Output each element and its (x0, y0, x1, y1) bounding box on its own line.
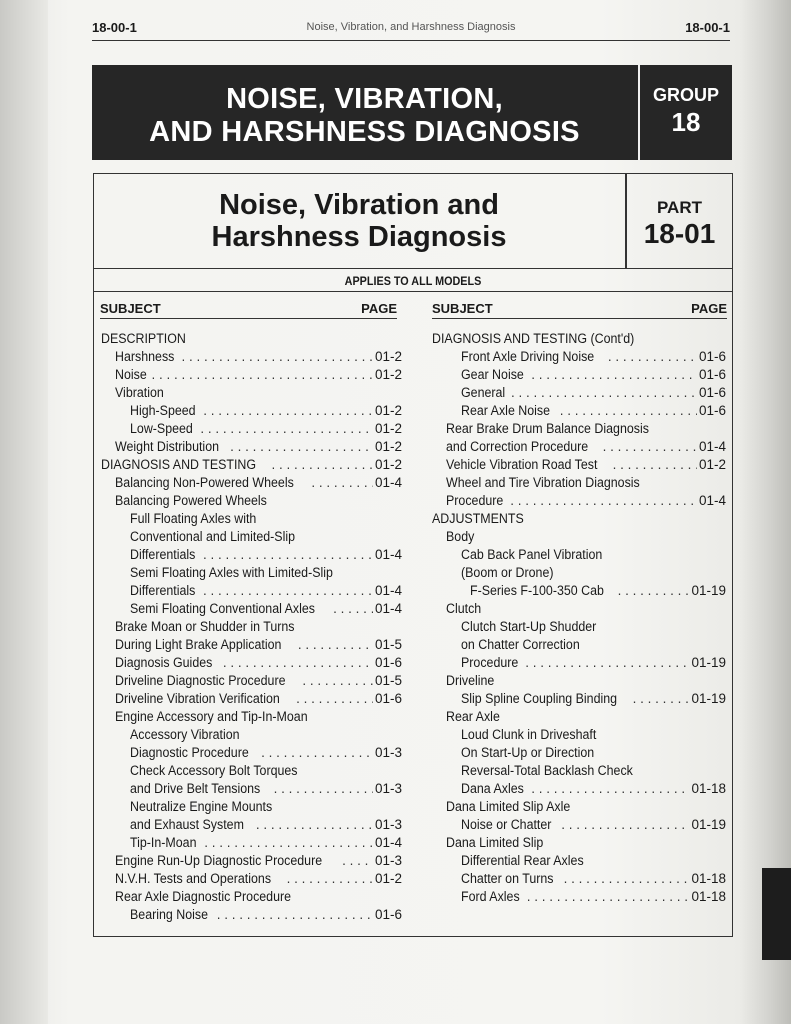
toc-entry-title (130, 402, 201, 420)
toc-entry-title (446, 420, 667, 438)
toc-entry (101, 366, 402, 384)
toc-entry-page: 01-2 (374, 421, 402, 436)
group-title-line1: NOISE, VIBRATION, (226, 83, 503, 115)
toc-entry-title (130, 906, 215, 924)
page-number-left: 18-00-1 (92, 20, 137, 35)
toc-entry (101, 798, 402, 816)
toc-entry-title (130, 564, 351, 582)
toc-leader-dots (223, 654, 373, 672)
toc-entry-page: 01-19 (691, 817, 726, 832)
toc-entry-title (461, 384, 509, 402)
toc-entry-title (461, 870, 562, 888)
running-head (92, 18, 730, 41)
toc-entry (101, 744, 402, 762)
toc-entry (101, 726, 402, 744)
toc-leader-dots (256, 816, 373, 834)
toc-leader-dots (510, 492, 697, 510)
toc-entry (432, 546, 726, 564)
group-title (92, 83, 637, 149)
toc-entry-title (470, 582, 616, 600)
toc-leader-dots (203, 546, 373, 564)
toc-entry (101, 906, 402, 924)
toc-entry-title (115, 870, 285, 888)
toc-leader-dots (204, 834, 373, 852)
toc-entry-title (461, 546, 615, 564)
toc-entry (101, 816, 402, 834)
toc-entry (101, 780, 402, 798)
toc-entry-page: 01-6 (698, 403, 726, 418)
part-label: PART (656, 198, 702, 217)
toc-entry-text: Check Accessory Bolt Torques (130, 763, 298, 778)
toc-leader-dots (217, 906, 373, 924)
toc-entry (432, 690, 726, 708)
toc-entry-page: 01-3 (374, 781, 402, 796)
toc-entry (432, 636, 726, 654)
toc-entry-text: Differentials (130, 547, 196, 562)
toc-leader-dots (564, 870, 690, 888)
toc-entry-text: Brake Moan or Shudder in Turns (115, 619, 295, 634)
toc-entry-title (446, 438, 601, 456)
toc-entry-text: High-Speed (130, 403, 196, 418)
toc-entry-title (130, 600, 331, 618)
toc-entry-text: Slip Spline Coupling Binding (461, 691, 618, 706)
toc-entry-title (461, 402, 558, 420)
toc-entry-title (461, 726, 608, 744)
toc-leader-dots (633, 690, 690, 708)
toc-entry-page: 01-6 (374, 907, 402, 922)
toc-entry-text: Dana Limited Slip (446, 835, 544, 850)
group-label: GROUP (652, 85, 719, 105)
toc-entry-text: Harshness (115, 349, 175, 364)
page-number-right: 18-00-1 (685, 20, 730, 35)
toc-entry-text: Rear Axle (446, 709, 500, 724)
toc-entry-page: 01-4 (374, 547, 402, 562)
toc-entry (432, 600, 726, 618)
toc-entry-page: 01-2 (374, 367, 402, 382)
toc-entry-title (115, 654, 221, 672)
toc-entry-title (130, 726, 249, 744)
toc-entry (432, 402, 726, 420)
toc-entry (432, 474, 726, 492)
toc-entry-title (101, 456, 270, 474)
toc-entry (432, 618, 726, 636)
toc-entry (101, 528, 402, 546)
toc-leader-dots (274, 780, 373, 798)
toc-entry (432, 456, 726, 474)
group-title-line2: AND HARSHNESS DIAGNOSIS (149, 116, 580, 148)
toc-entry-page: 01-19 (691, 655, 726, 670)
toc-entry-page: 01-4 (374, 583, 402, 598)
toc-entry-text: DIAGNOSIS AND TESTING (Cont'd) (432, 331, 635, 346)
toc-entry (432, 888, 726, 906)
toc-entry-text: Rear Axle Diagnostic Procedure (115, 889, 292, 904)
toc-entry-page: 01-19 (691, 583, 726, 598)
toc-entry-text: Cab Back Panel Vibration (461, 547, 603, 562)
toc-entry (432, 384, 726, 402)
toc-entry-text: Vibration (115, 385, 164, 400)
toc-entry-text: and Drive Belt Tensions (130, 781, 261, 796)
toc-entry-title (130, 420, 198, 438)
toc-entry-title (115, 888, 306, 906)
toc-entry-text: on Chatter Correction (461, 637, 580, 652)
subject-header: SUBJECT (432, 301, 493, 316)
toc-entry-text: Tip-In-Moan (130, 835, 197, 850)
toc-entry (101, 474, 402, 492)
toc-entry (432, 654, 726, 672)
page-header: PAGE (691, 301, 727, 316)
toc-entry-page: 01-5 (374, 637, 402, 652)
toc-entry-text: Bearing Noise (130, 907, 209, 922)
toc-entry-page: 01-3 (374, 817, 402, 832)
toc-entry-title (461, 654, 523, 672)
toc-entry-title (446, 708, 505, 726)
toc-entry-text: Weight Distribution (115, 439, 220, 454)
part-contents-box (93, 173, 733, 937)
toc-entry-text: Balancing Non-Powered Wheels (115, 475, 294, 490)
toc-entry-text: Gear Noise (461, 367, 524, 382)
toc-entry-page: 01-4 (698, 439, 726, 454)
toc-entry (432, 582, 726, 600)
toc-entry-title (461, 564, 562, 582)
group-box (640, 65, 732, 160)
toc-entry (432, 420, 726, 438)
toc-entry-text: Differential Rear Axles (461, 853, 584, 868)
toc-entry-title (130, 798, 285, 816)
toc-entry-title (432, 510, 532, 528)
toc-leader-dots (511, 384, 697, 402)
toc-entry (432, 438, 726, 456)
toc-entry-page: 01-6 (698, 349, 726, 364)
toc-leader-dots (200, 420, 373, 438)
toc-entry-page: 01-18 (691, 871, 726, 886)
toc-entry (432, 492, 726, 510)
toc-entry-text: DESCRIPTION (101, 331, 186, 346)
toc-entry (432, 330, 726, 348)
toc-entry-page: 01-4 (374, 601, 402, 616)
toc-entry (101, 582, 402, 600)
toc-entry-page: 01-18 (691, 889, 726, 904)
toc-entry (432, 564, 726, 582)
toc-entry (101, 510, 402, 528)
toc-leader-dots (152, 366, 373, 384)
toc-entry-page: 01-4 (374, 835, 402, 850)
subject-header: SUBJECT (100, 301, 161, 316)
toc-leader-dots (298, 636, 373, 654)
toc-entry-page: 01-2 (374, 457, 402, 472)
toc-entry-page: 01-4 (698, 493, 726, 508)
toc-entry-title (101, 330, 193, 348)
applies-rule (94, 291, 732, 292)
toc-entry-text: Full Floating Axles with (130, 511, 257, 526)
toc-entry (101, 384, 402, 402)
toc-entry-title (446, 492, 508, 510)
toc-entry (101, 672, 402, 690)
toc-entry (101, 852, 402, 870)
toc-entry-title (115, 708, 324, 726)
toc-entry-title (461, 618, 608, 636)
toc-entry (432, 528, 726, 546)
toc-entry-title (461, 636, 590, 654)
toc-right-column (432, 330, 726, 906)
toc-entry-title (461, 690, 631, 708)
toc-leader-dots (203, 582, 373, 600)
toc-entry (101, 492, 402, 510)
toc-entry-title (115, 672, 300, 690)
toc-leader-dots (613, 456, 697, 474)
toc-entry-text: Dana Limited Slip Axle (446, 799, 571, 814)
toc-leader-dots (296, 690, 373, 708)
toc-leader-dots (261, 744, 373, 762)
toc-entry-title (446, 600, 484, 618)
toc-entry-title (446, 834, 552, 852)
toc-entry-title (446, 528, 477, 546)
toc-entry (432, 744, 726, 762)
toc-entry (101, 636, 402, 654)
toc-entry (101, 438, 402, 456)
part-title-line1: Noise, Vibration and (219, 189, 499, 221)
group-number: 18 (671, 107, 701, 137)
toc-leader-dots (608, 348, 697, 366)
toc-entry-title (461, 366, 529, 384)
toc-entry (432, 510, 726, 528)
toc-entry-title (130, 510, 267, 528)
toc-entry (101, 654, 402, 672)
toc-entry-page: 01-6 (698, 367, 726, 382)
toc-entry-title (115, 474, 309, 492)
toc-entry-title (130, 762, 312, 780)
toc-entry-text: Ford Axles (461, 889, 520, 904)
toc-entry-text: During Light Brake Application (115, 637, 282, 652)
toc-entry (101, 870, 402, 888)
toc-entry-page: 01-2 (374, 439, 402, 454)
toc-entry-text: On Start-Up or Direction (461, 745, 595, 760)
toc-entry (101, 690, 402, 708)
toc-leader-dots (342, 852, 373, 870)
group-banner (92, 65, 732, 160)
toc-entry-text: Accessory Vibration (130, 727, 240, 742)
toc-entry-page: 01-18 (691, 781, 726, 796)
toc-entry-title (446, 798, 581, 816)
toc-entry-title (461, 816, 559, 834)
toc-entry-text: N.V.H. Tests and Operations (115, 871, 272, 886)
toc-leader-dots (203, 402, 373, 420)
toc-entry-text: Balancing Powered Wheels (115, 493, 267, 508)
toc-entry-title (115, 366, 150, 384)
toc-entry-text: Front Axle Driving Noise (461, 349, 595, 364)
toc-entry (432, 798, 726, 816)
toc-entry-page: 01-2 (698, 457, 726, 472)
toc-entry-text: ADJUSTMENTS (432, 511, 524, 526)
toc-entry (432, 366, 726, 384)
toc-entry-title (115, 690, 294, 708)
toc-entry-text: Driveline Diagnostic Procedure (115, 673, 286, 688)
toc-leader-dots (333, 600, 373, 618)
part-title-line2: Harshness Diagnosis (211, 221, 507, 253)
applies-to-note: APPLIES TO ALL MODELS (344, 274, 482, 288)
toc-entry (432, 672, 726, 690)
toc-leader-dots (561, 816, 689, 834)
left-column-header (100, 298, 397, 319)
toc-entry-page: 01-3 (374, 745, 402, 760)
toc-leader-dots (230, 438, 373, 456)
toc-leader-dots (182, 348, 373, 366)
toc-leader-dots (560, 402, 697, 420)
toc-entry-text: Rear Axle Noise (461, 403, 551, 418)
toc-entry-text: and Exhaust System (130, 817, 244, 832)
toc-entry-text: Wheel and Tire Vibration Diagnosis (446, 475, 640, 490)
toc-entry-text: Driveline (446, 673, 495, 688)
toc-entry-title (130, 834, 202, 852)
toc-entry (432, 816, 726, 834)
toc-entry-title (115, 492, 280, 510)
toc-entry (432, 348, 726, 366)
toc-leader-dots (531, 366, 697, 384)
toc-leader-dots (287, 870, 373, 888)
page-header: PAGE (361, 301, 397, 316)
part-number: 18-01 (643, 218, 716, 249)
toc-entry-title (130, 816, 254, 834)
toc-entry-title (130, 582, 201, 600)
toc-entry-text: Clutch (446, 601, 482, 616)
toc-entry-title (461, 852, 594, 870)
toc-entry (432, 780, 726, 798)
toc-entry (101, 708, 402, 726)
toc-entry-text: Loud Clunk in Driveshaft (461, 727, 597, 742)
toc-entry-text: Diagnostic Procedure (130, 745, 249, 760)
toc-entry (101, 348, 402, 366)
toc-entry (101, 546, 402, 564)
toc-entry-title (115, 636, 296, 654)
toc-entry-title (115, 618, 310, 636)
toc-entry-page: 01-6 (374, 655, 402, 670)
toc-entry-text: F-Series F-100-350 Cab (470, 583, 604, 598)
toc-entry-title (432, 330, 652, 348)
toc-entry-title (130, 780, 272, 798)
toc-entry-text: Procedure (446, 493, 504, 508)
toc-entry-page: 01-5 (374, 673, 402, 688)
toc-entry-title (461, 348, 606, 366)
toc-entry-text: Reversal-Total Backlash Check (461, 763, 633, 778)
running-title: Noise, Vibration, and Harshness Diagnosis (306, 21, 516, 33)
toc-entry-text: Differentials (130, 583, 196, 598)
toc-entry-title (461, 780, 529, 798)
part-title (94, 189, 624, 253)
toc-entry (432, 870, 726, 888)
toc-entry-title (115, 384, 168, 402)
book-spine-shadow (0, 0, 48, 1024)
toc-entry (101, 888, 402, 906)
toc-entry-text: Vehicle Vibration Road Test (446, 457, 598, 472)
toc-entry-text: DIAGNOSIS AND TESTING (101, 457, 257, 472)
toc-entry (432, 726, 726, 744)
toc-leader-dots (302, 672, 373, 690)
toc-entry-text: Conventional and Limited-Slip (130, 529, 296, 544)
toc-entry-page: 01-19 (691, 691, 726, 706)
toc-entry-text: Low-Speed (130, 421, 193, 436)
toc-entry-text: (Boom or Drone) (461, 565, 554, 580)
toc-entry-text: Dana Axles (461, 781, 524, 796)
toc-entry (432, 852, 726, 870)
toc-entry-text: Noise or Chatter (461, 817, 552, 832)
toc-entry-title (461, 888, 525, 906)
toc-entry-title (446, 672, 499, 690)
toc-entry-page: 01-3 (374, 853, 402, 868)
toc-entry-title (461, 762, 648, 780)
toc-entry-title (446, 456, 611, 474)
toc-entry-title (115, 852, 340, 870)
toc-entry-text: Body (446, 529, 475, 544)
toc-entry-text: Semi Floating Axles with Limited-Slip (130, 565, 333, 580)
toc-entry-text: Procedure (461, 655, 519, 670)
toc-entry-text: Chatter on Turns (461, 871, 554, 886)
toc-entry-page: 01-2 (374, 871, 402, 886)
toc-entry-page: 01-6 (374, 691, 402, 706)
toc-entry (101, 762, 402, 780)
toc-leader-dots (603, 438, 697, 456)
toc-entry-text: Engine Run-Up Diagnostic Procedure (115, 853, 323, 868)
toc-entry-text: General (461, 385, 506, 400)
toc-entry-page: 01-4 (374, 475, 402, 490)
toc-entry-text: Driveline Vibration Verification (115, 691, 280, 706)
toc-leader-dots (527, 888, 690, 906)
toc-entry (432, 834, 726, 852)
toc-entry-text: and Correction Procedure (446, 439, 589, 454)
toc-entry (432, 762, 726, 780)
toc-entry-text: Engine Accessory and Tip-In-Moan (115, 709, 308, 724)
toc-leader-dots (531, 780, 689, 798)
toc-entry-text: Rear Brake Drum Balance Diagnosis (446, 421, 649, 436)
toc-leader-dots (272, 456, 373, 474)
toc-entry-page: 01-2 (374, 349, 402, 364)
part-id-box (627, 174, 732, 268)
toc-entry-title (461, 744, 606, 762)
toc-entry-text: Semi Floating Conventional Axles (130, 601, 316, 616)
right-column-header (432, 298, 727, 319)
toc-entry-text: Diagnosis Guides (115, 655, 213, 670)
toc-entry-page: 01-6 (698, 385, 726, 400)
toc-leader-dots (311, 474, 373, 492)
toc-entry-title (130, 528, 309, 546)
toc-entry-title (446, 474, 657, 492)
toc-entry (101, 600, 402, 618)
toc-entry-title (130, 744, 259, 762)
toc-entry-title (115, 348, 180, 366)
toc-entry (101, 456, 402, 474)
toc-entry (101, 402, 402, 420)
toc-entry-title (115, 438, 228, 456)
toc-entry-text: Noise (115, 367, 147, 382)
toc-entry (432, 708, 726, 726)
toc-entry (101, 834, 402, 852)
part-header (94, 174, 732, 269)
toc-entry-page: 01-2 (374, 403, 402, 418)
toc-entry (101, 420, 402, 438)
toc-leader-dots (525, 654, 689, 672)
toc-entry (101, 330, 402, 348)
toc-entry-text: Neutralize Engine Mounts (130, 799, 273, 814)
toc-left-column (101, 330, 402, 924)
toc-entry (101, 564, 402, 582)
toc-leader-dots (618, 582, 690, 600)
toc-entry-text: Clutch Start-Up Shudder (461, 619, 597, 634)
toc-entry-title (130, 546, 201, 564)
toc-entry (101, 618, 402, 636)
page-edge-tab (762, 868, 791, 960)
